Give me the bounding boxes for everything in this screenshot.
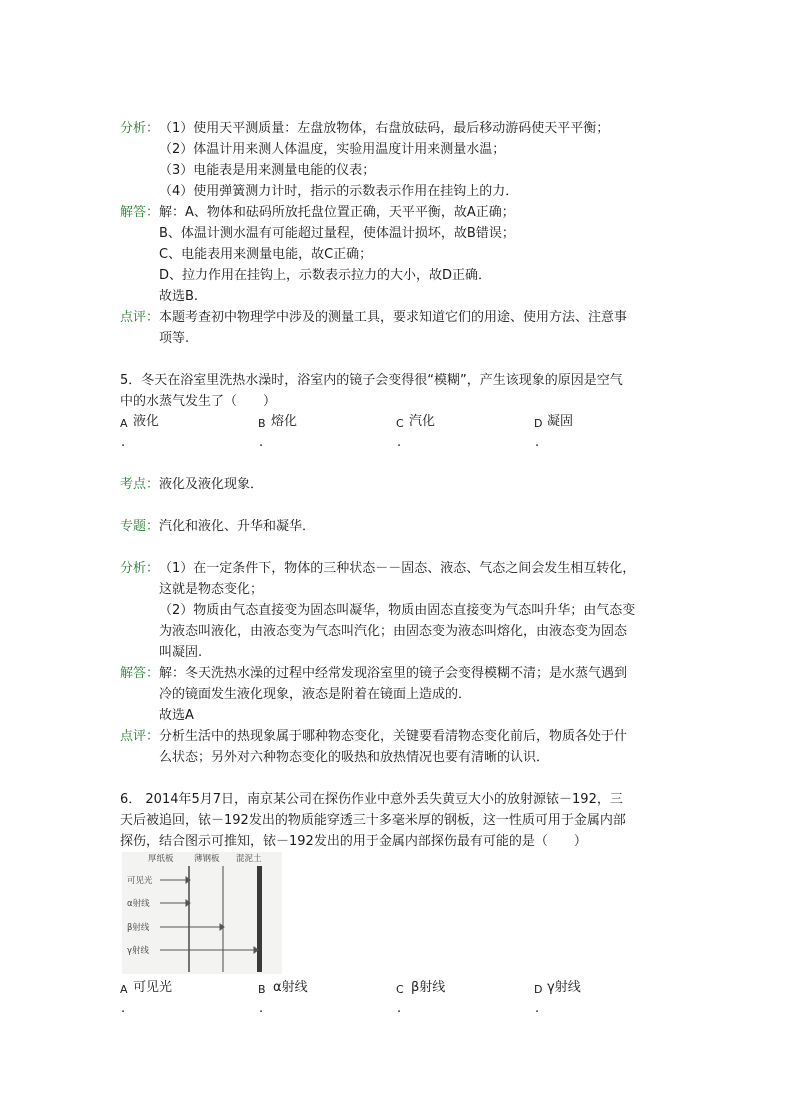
question-stem: 探伤，结合图示可推知，铱－192发出的用于金属内部探伤最有可能的是（ ） [120,834,587,849]
header-concrete: 混泥土 [236,854,262,864]
analysis-line: （2）物质由气态直接变为固态叫凝华，物质由固态直接变为气态叫升华；由气态变 [159,603,636,618]
option-letter: B [258,983,266,996]
option-text: γ射线 [547,980,581,995]
option-dot: . [397,1001,402,1016]
option-text: 熔化 [271,414,298,429]
option-dot: . [259,1001,264,1016]
option-dot: . [121,435,126,450]
analysis-line: 叫凝固. [159,645,203,660]
comment-line: 么状态；另外对六种物态变化的吸热和放热情况也要有清晰的认识． [159,750,550,765]
comment-line: 分析生活中的热现象属于哪种物态变化，关键要看清物态变化前后，物质各处于什 [159,729,628,744]
row-label-beta: β射线 [127,923,150,933]
option-text: 可见光 [133,980,173,995]
option-letter: B [258,417,266,430]
analysis-line: （3）电能表是用来测量电能的仪表； [159,163,376,178]
analysis-line: （2）体温计用来测人体温度，实验用温度计用来测量水温； [159,142,506,157]
answer-line: 冷的镜面发生液化现象，液态是附着在镜面上造成的． [159,687,472,702]
question-stem: 中的水蒸气发生了（ ） [120,394,277,409]
kaodian-label: 考点： [120,477,160,492]
option-letter: C [396,983,404,996]
option-letter: A [120,417,128,430]
option-dot: . [535,435,540,450]
question-stem: 5．冬天在浴室里洗热水澡时，浴室内的镜子会变得很“模糊”，产生该现象的原因是空气 [120,373,623,388]
option-letter: C [396,417,404,430]
radiation-penetration-figure [122,852,282,974]
comment-line: 项等. [159,331,190,346]
answer-line: 故选B. [159,289,199,304]
question-stem: 天后被追回，铱－192发出的物质能穿透三十多毫米厚的钢板，这一性质可用于金属内部 [120,813,626,828]
analysis-line: （4）使用弹簧测力计时，指示的示数表示作用在挂钩上的力． [159,184,519,199]
answer-line: 故选A [159,708,194,723]
answer-label: 解答： [120,205,160,220]
option-dot: . [397,435,402,450]
header-paper: 厚纸板 [148,854,174,864]
option-text: 汽化 [409,414,436,429]
answer-line: 解：冬天洗热水澡的过程中经常发现浴室里的镜子会变得模糊不清；是水蒸气遇到 [159,666,628,681]
answer-line: 解：A、物体和砝码所放托盘位置正确，天平平衡，故A正确； [159,205,515,220]
comment-label: 点评： [120,729,160,744]
kaodian-text: 液化及液化现象． [159,477,264,492]
option-text: 液化 [133,414,160,429]
zhuanti-label: 专题： [120,519,160,534]
option-letter: D [534,417,543,430]
option-text: 凝固 [547,414,574,429]
option-dot: . [259,435,264,450]
answer-line: B、体温计测水温有可能超过量程，使体温计损坏，故B错误； [159,226,515,241]
option-letter: A [120,983,128,996]
comment-line: 本题考查初中物理学中涉及的测量工具，要求知道它们的用途、使用方法、注意事 [159,310,628,325]
option-dot: . [121,1001,126,1016]
analysis-label: 分析： [120,121,160,136]
row-label-alpha: α射线 [127,899,150,909]
header-thin-steel: 薄钢板 [194,854,220,864]
option-letter: D [534,983,543,996]
option-text: α射线 [273,980,308,995]
answer-line: C、电能表用来测量电能，故C正确； [159,247,373,262]
answer-line: D、拉力作用在挂钩上，示数表示拉力的大小，故D正确． [159,268,492,283]
option-dot: . [535,1001,540,1016]
row-label-gamma: γ射线 [127,946,150,956]
analysis-line: （1）在一定条件下，物体的三种状态－－固态、液态、气态之间会发生相互转化， [159,561,636,576]
answer-label: 解答： [120,666,160,681]
comment-label: 点评： [120,310,160,325]
option-text: β射线 [411,980,446,995]
analysis-label: 分析： [120,561,160,576]
row-label-visible-light: 可见光 [127,876,153,886]
concrete-barrier [257,866,262,972]
question-stem: 6． 2014年5月7日，南京某公司在探伤作业中意外丢失黄豆大小的放射源铱－192，三 [120,792,623,807]
analysis-line: （1）使用天平测质量：左盘放物体，右盘放砝码，最后移动游码使天平平衡； [159,121,610,136]
analysis-line: 为液态叫液化，由液态变为气态叫汽化；由固态变为液态叫熔化，由液态变为固态 [159,624,628,639]
zhuanti-text: 汽化和液化、升华和凝华． [159,519,316,534]
analysis-line: 这就是物态变化； [159,582,264,597]
